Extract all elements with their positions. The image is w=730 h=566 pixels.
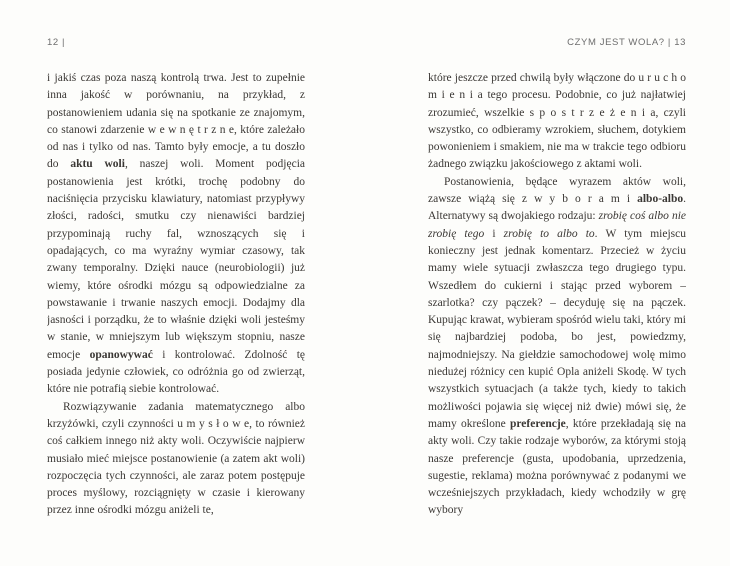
text-run: które jeszcze przed chwilą były włączone do u r u c h o m i e n i a tego procesu. Podobnie, co już najłatwiej zrozumieć, wszelkie s p o s t r z e ż e n i a, czyli wszystko, co odbieramy wzrokiem, słuchem, dotykiem powonieniem i smakiem, nie ma w trakcie tego odbioru żadnego związku jakościowego z aktami woli.	[428, 72, 686, 171]
text-run: , naszej woli. Moment podjęcia postanowienia jest krótki, trochę podobny do naciśnięcia przycisku klawiatury, natomiast przypływy złości, radości, smutku czy nienawiści bardziej przypominają ruchy fal, wznoszących się i opadających, co ma wyraźny wymiar czasowy, tak zwany temporalny. Dzięki nauce (neurobiologii) już wiemy, które ośrodki mózgu są odpowiedzialne za powstawanie i trwanie naszych emocji. Dodajmy dla jasności i porządku, że to właśnie dzięki woli jesteśmy w stanie, w mniejszym lub większym stopniu, nasze emocje	[47, 158, 305, 361]
text-run-bold: opanowywać	[89, 348, 153, 361]
text-run: Rozwiązywanie zadania matematycznego albo krzyżówki, czyli czynności u m y s ł o w e, to również coś całkiem innego niż akty woli. Oczywiście najpierw musiało mieć miejsce postanowienie (a zatem akt woli) rozpoczęcia tych czynności, ale zaraz potem postępuje proces myślowy, rozciągnięty w czasie i kierowany przez inne ośrodki mózgu aniżeli te,	[47, 400, 305, 517]
text-run: i jakiś czas poza naszą kontrolą trwa. Jest to zupełnie inna jakość w porównaniu, na przykład, z postanowieniem udania się na spotkanie ze znajomym, co stanowi zdarzenie w e w n ę t r z n e, które zależało od nas i tylko od nas. Tamto były emocje, a tu doszło do	[47, 72, 305, 171]
text-run: Postanowienia, będące wyrazem aktów woli, zawsze wiążą się z w y b o r a m i	[428, 175, 686, 206]
text-run: , które przekładają się na akty woli. Czy takie rodzaje wyborów, za którymi stoją nasze preferencje (gusta, upodobania, uprzedzenia, sugestie, reklama) można porównywać z podanymi we wcześniejszych przykładach, kiedy wchodziły w grę wybory	[428, 417, 686, 517]
text-run: . W tym miejscu konieczny jest jednak komentarz. Przecież w życiu mamy wiele sytuacji zwłaszcza tego drugiego typu. Wszedłem do cukierni i stając przed wyborem – szarlotka? czy pączek? – decyduję się na pączek. Kupując krawat, wybieram spośród wielu taki, który mi się najbardziej podoba, bo jest, powiedzmy, najmodniejszy. Na giełdzie samochodowej wolę mimo niedużej różnicy cen kupić Opla aniżeli Skodę. W tych wszystkich sytuacjach (a także tych, kiedy to takich możliwości pojawia się więcej niż dwie) mówi się, że mamy określone	[428, 227, 686, 430]
text-run-italic: zrobię coś albo nie zrobię tego	[428, 210, 686, 240]
text-run: . Alternatywy są dwojakiego rodzaju:	[428, 193, 686, 223]
text-column-right	[428, 70, 686, 546]
text-run-italic: zrobię to albo to	[503, 227, 595, 240]
paragraph	[428, 174, 686, 520]
running-header-right: CZYM JEST WOLA? | 13	[567, 37, 686, 48]
page-right	[428, 0, 686, 566]
text-run: i	[484, 227, 504, 240]
text-run-bold: albo-albo	[637, 193, 684, 206]
text-run-bold: aktu woli	[70, 158, 125, 171]
page-number-left: 12 |	[47, 37, 66, 48]
text-run: i kontrolować. Zdolność tę posiada jedynie człowiek, co odróżnia go od zwierząt, które nie potrafią siebie kontrolować.	[47, 348, 305, 396]
paragraph	[428, 70, 686, 174]
page-left	[47, 0, 305, 566]
text-column-left	[47, 70, 305, 546]
text-run-bold: preferencje	[510, 417, 566, 430]
paragraph	[47, 70, 305, 399]
paragraph	[47, 399, 305, 520]
